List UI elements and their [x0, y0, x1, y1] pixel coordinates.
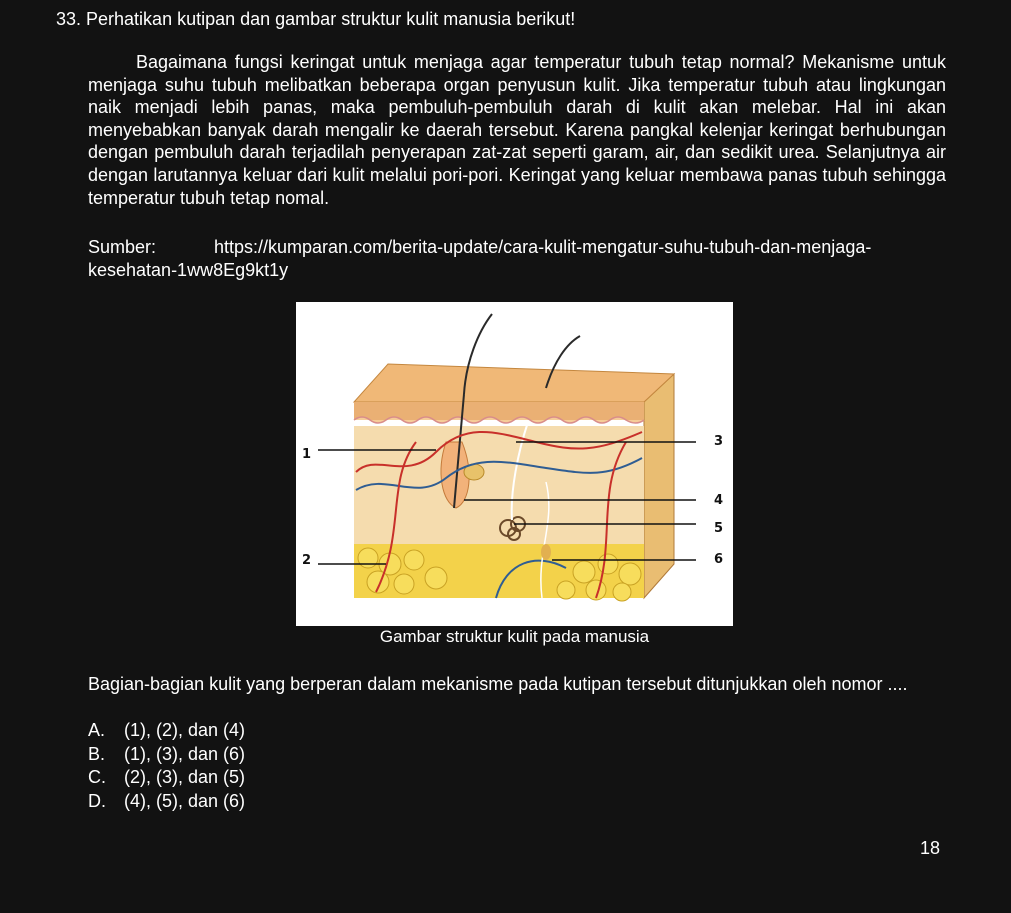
figure-label-5: 5 — [714, 521, 724, 536]
figure-label-3: 3 — [714, 434, 724, 449]
option-c[interactable] — [88, 766, 588, 790]
option-text: (1), (3), dan (6) — [124, 743, 246, 764]
option-letter: B. — [88, 743, 106, 764]
option-text: (1), (2), dan (4) — [124, 720, 246, 740]
figure-label-2: 2 — [302, 553, 312, 568]
option-b[interactable] — [88, 743, 588, 767]
passage-paragraph: Bagaimana fungsi keringat untuk menjaga agar temperatur tubuh tetap normal? Mekanisme untuk menjaga suhu tubuh melibatkan beberapa organ penyusun kulit. Jika temperatur tubuh atau lingkungan naik menjadi lebih panas, maka pembuluh-pembuluh darah di kulit akan melebar. Hal ini akan menyebabkan banyak darah mengalir ke daerah tersebut. Karena pangkal kelenjar keringat berhubungan dengan pembuluh darah terjadilah penyerapan zat-zat seperti garam, air, dan sedikit urea. Selanjutnya air dengan larutannya keluar dari kulit melalui pori-pori. Keringat yang keluar membawa panas tubuh sehingga temperatur tubuh tetap nomal. — [88, 52, 946, 208]
figure-label-4: 4 — [714, 493, 724, 508]
option-d[interactable] — [88, 790, 588, 814]
passage-text — [88, 51, 946, 209]
option-letter: C. — [88, 767, 106, 787]
figure-label-6: 6 — [714, 552, 724, 567]
question-title: 33. Perhatikan kutipan dan gambar struktur kulit manusia berikut! — [56, 9, 576, 29]
answer-options — [88, 719, 588, 813]
skin-diagram — [296, 302, 733, 626]
figure-label-1: 1 — [302, 447, 312, 462]
figure-caption: Gambar struktur kulit pada manusia — [379, 627, 650, 646]
option-letter: D. — [88, 790, 106, 811]
page-number: 18 — [920, 838, 941, 858]
source-url: https://kumparan.com/berita-update/cara-kulit-mengatur-suhu-tubuh-dan-menjaga-kesehatan-1ww8Eg9kt1y — [88, 237, 872, 280]
option-a[interactable] — [88, 719, 588, 743]
source-label: Sumber: — [88, 237, 157, 257]
option-text: (2), (3), dan (5) — [124, 767, 246, 787]
option-text: (4), (5), dan (6) — [124, 790, 246, 811]
question-prompt: Bagian-bagian kulit yang berperan dalam mekanisme pada kutipan tersebut ditunjukkan oleh nomor .... — [88, 674, 908, 694]
source-citation — [88, 236, 946, 282]
skin-structure-figure — [296, 302, 733, 626]
option-letter: A. — [88, 720, 106, 740]
